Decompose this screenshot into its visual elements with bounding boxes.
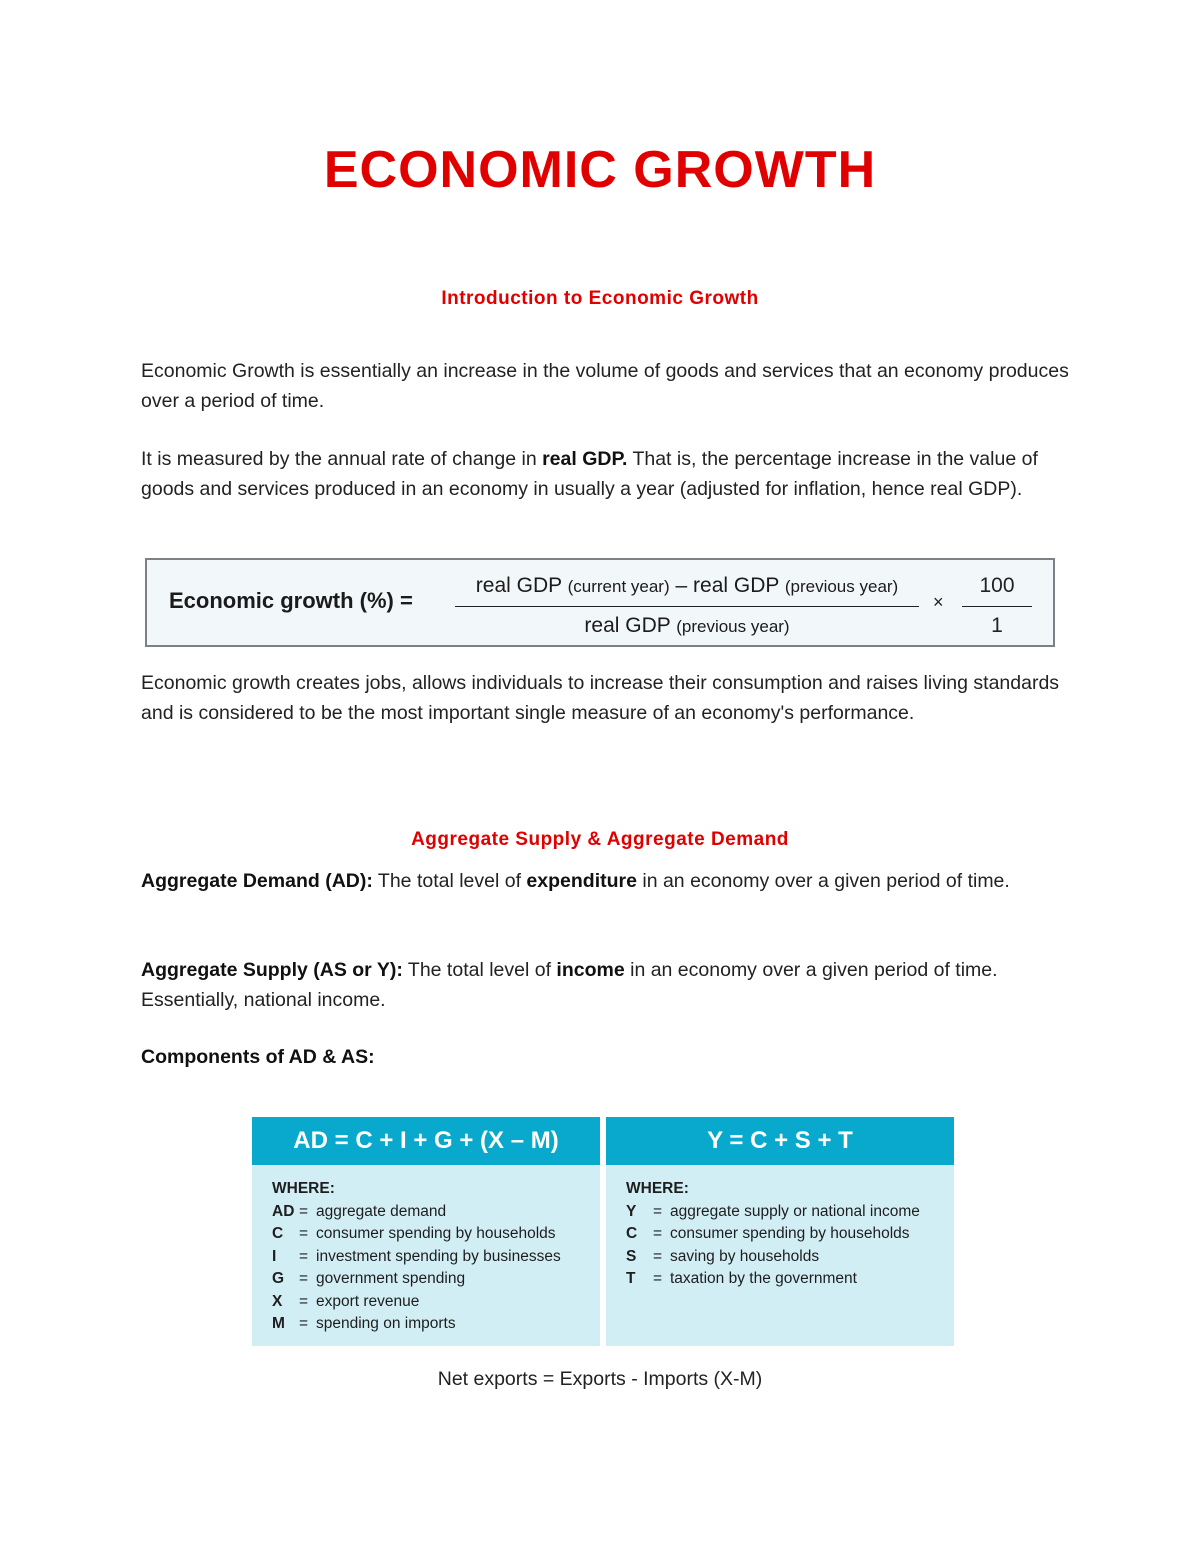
ad-components-box	[252, 1117, 600, 1346]
p2-text-a: It is measured by the annual rate of change in	[141, 448, 543, 470]
component-symbol: C	[626, 1225, 638, 1242]
y-components-list	[606, 1165, 954, 1291]
component-equals: =	[653, 1202, 663, 1220]
components-heading	[141, 1043, 1071, 1073]
num-real-gdp-a: real GDP	[475, 574, 562, 597]
as-label: Aggregate Supply (AS or Y):	[141, 959, 403, 981]
component-symbol: AD	[272, 1202, 295, 1220]
y-components-box	[606, 1117, 954, 1346]
component-row	[272, 1313, 600, 1336]
num-real-gdp-b: real GDP	[693, 574, 779, 597]
component-equals: =	[299, 1270, 309, 1287]
intro-paragraph-1: Economic Growth is essentially an increase in the volume of goods and services that an economy produces over a period of time.	[141, 360, 1069, 412]
formula-denominator	[455, 614, 919, 638]
component-row	[272, 1201, 600, 1224]
component-equals: =	[299, 1225, 309, 1242]
ad-text-a: The total level of	[372, 870, 527, 892]
component-symbol: X	[272, 1292, 283, 1310]
component-row	[626, 1201, 954, 1224]
ad-equation: AD = C + I + G + (X – M)	[252, 1117, 600, 1165]
as-definition	[141, 956, 1071, 1015]
component-definition: export revenue	[316, 1292, 420, 1310]
component-symbol: M	[272, 1315, 285, 1332]
component-symbol: T	[626, 1270, 636, 1287]
y-where-label: WHERE:	[626, 1180, 689, 1197]
component-definition: taxation by the government	[670, 1270, 857, 1287]
component-equals: =	[653, 1270, 663, 1287]
component-row	[626, 1246, 954, 1269]
component-definition: consumer spending by households	[670, 1225, 910, 1242]
formula-numerator	[455, 574, 919, 598]
net-exports-note: Net exports = Exports - Imports (X-M)	[437, 1368, 763, 1390]
component-equals: =	[299, 1202, 309, 1220]
formula-label: Economic growth (%) =	[169, 588, 413, 613]
y-equation: Y = C + S + T	[606, 1117, 954, 1165]
component-definition: investment spending by businesses	[316, 1247, 561, 1265]
component-symbol: S	[626, 1247, 637, 1265]
multiplier-denominator: 1	[991, 614, 1003, 637]
p2-text-b: That is, the percentage increase in the value of goods and services produced in an economy in usually a year (adjusted for inflation, hence real GDP).	[141, 448, 1038, 500]
aggregate-heading: Aggregate Supply & Aggregate Demand	[411, 829, 789, 850]
num-current-year: (current year)	[567, 577, 670, 596]
component-symbol: G	[272, 1270, 285, 1287]
multiplier-bar	[962, 606, 1032, 607]
ad-where-label: WHERE:	[272, 1180, 335, 1197]
component-equals: =	[299, 1292, 309, 1310]
den-real-gdp: real GDP	[584, 614, 671, 637]
component-row	[272, 1246, 600, 1269]
component-row	[272, 1223, 600, 1246]
ad-label: Aggregate Demand (AD):	[141, 870, 373, 892]
num-previous-year: (previous year)	[784, 577, 899, 596]
growth-formula-box	[145, 558, 1055, 647]
intro-paragraph-2	[141, 445, 1071, 504]
component-symbol: C	[272, 1225, 284, 1242]
component-symbol: Y	[626, 1202, 637, 1220]
intro-paragraph-3: Economic growth creates jobs, allows individuals to increase their consumption and raises living standards and is considered to be the most important single measure of an economy's performance.	[141, 672, 1060, 724]
as-text-a: The total level of	[402, 959, 557, 981]
component-definition: spending on imports	[316, 1315, 456, 1332]
multiply-sign: ×	[933, 592, 944, 612]
as-text-b: in an economy over a given period of time. Essentially, national income.	[141, 959, 998, 1011]
component-definition: consumer spending by households	[316, 1225, 556, 1242]
component-equals: =	[653, 1225, 663, 1242]
component-row	[626, 1268, 954, 1291]
ad-components-list	[252, 1165, 600, 1336]
components-label: Components of AD & AS:	[141, 1046, 375, 1068]
page-title: ECONOMIC GROWTH	[323, 141, 877, 199]
p2-bold-real-gdp: real GDP.	[542, 448, 628, 470]
component-row	[272, 1268, 600, 1291]
fraction-bar	[455, 606, 919, 607]
component-definition: aggregate demand	[316, 1202, 447, 1220]
den-previous-year: (previous year)	[676, 617, 790, 636]
ad-text-b: in an economy over a given period of time.	[636, 870, 1010, 892]
component-row	[626, 1223, 954, 1246]
component-definition: government spending	[316, 1270, 466, 1287]
as-bold-income: income	[556, 959, 625, 981]
component-definition: aggregate supply or national income	[670, 1202, 920, 1220]
component-equals: =	[653, 1247, 663, 1265]
ad-bold-expenditure: expenditure	[526, 870, 637, 892]
multiplier-numerator: 100	[979, 574, 1015, 597]
intro-heading: Introduction to Economic Growth	[441, 288, 759, 309]
num-minus: –	[675, 574, 688, 597]
component-definition: saving by households	[670, 1247, 820, 1265]
component-symbol: I	[272, 1247, 277, 1265]
component-equals: =	[299, 1247, 309, 1265]
component-equals: =	[299, 1315, 309, 1332]
component-row	[272, 1291, 600, 1314]
ad-definition	[141, 867, 1071, 897]
